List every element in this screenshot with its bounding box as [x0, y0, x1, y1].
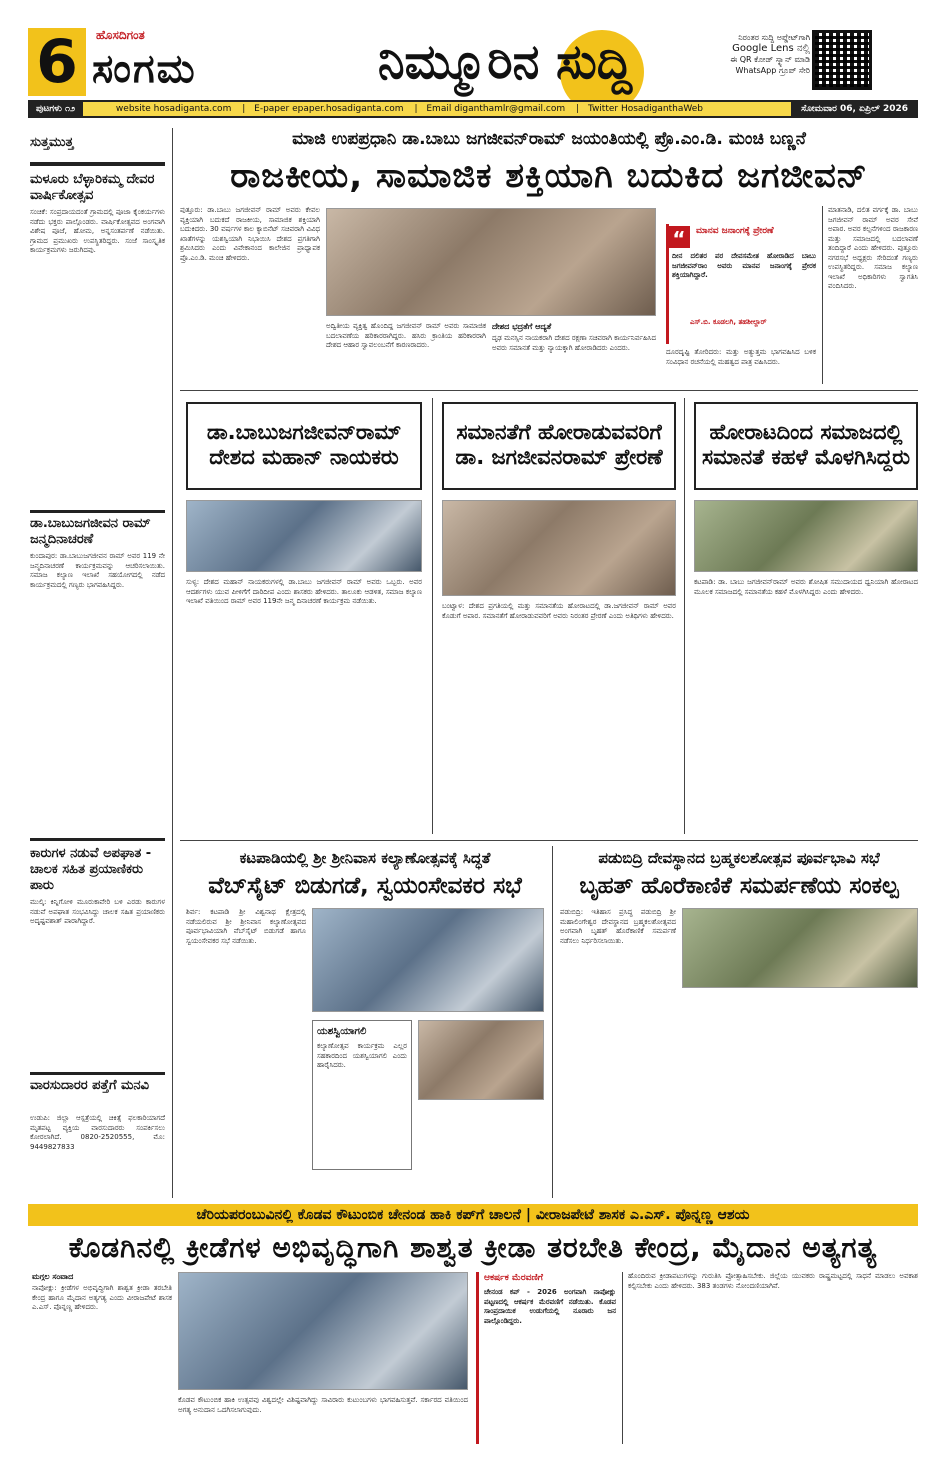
- sidebar-story-body: ಮುಲ್ಕಿ: ಕಿನ್ನಿಗೋಳಿ ಮೂರುಕಾವೇರಿ ಬಳಿ ಎರಡು ಕಾರುಗಳ ನಡುವೆ ಅಪಘಾತ ಸಂಭವಿಸಿದ್ದು ಚಾಲಕ ಸಹಿತ ಪ್ರಯಾಣಿಕರು ಅದೃಷ್ಟವಶಾತ್ ಪಾರಾಗಿದ್ದಾರೆ.: [30, 898, 165, 925]
- bottom-photo: [178, 1272, 468, 1390]
- highlight-body: ಕಲ್ಯಾಣೋತ್ಸವ ಕಾರ್ಯಕ್ರಮ ಎಲ್ಲರ ಸಹಕಾರದಿಂದ ಯಶಸ್ವಿಯಾಗಲಿ ಎಂದು ಹಾರೈಸಿದರು.: [317, 1042, 407, 1069]
- highlight-head: ಆಕರ್ಷಕ ಮೆರವಣಿಗೆ: [484, 1273, 544, 1283]
- email-link[interactable]: Email diganthamlr@gmail.com: [426, 104, 566, 114]
- section-rule: [180, 840, 918, 841]
- story-photo: [418, 1020, 544, 1100]
- lead-subhead: ದೇಶದ ಭದ್ರತೆಗೆ ಆದ್ಯತೆ: [492, 322, 552, 331]
- bottom-body: ಕೊಡವ ಕೌಟುಂಬಿಕ ಹಾಕಿ ಉತ್ಸವವು ವಿಶ್ವದಲ್ಲೇ ವಿಶಿಷ್ಟವಾಗಿದ್ದು ಸಾವಿರಾರು ಕುಟುಂಬಗಳು ಭಾಗವಹಿಸುತ್ತವೆ. ಸರ್ಕಾರದ ವತಿಯಿಂದ ಅಗತ್ಯ ಅನುದಾನ ಒದಗಿಸಲಾಗುವುದು.: [178, 1396, 468, 1414]
- story-photo: [186, 500, 422, 572]
- highlight-box: [476, 1272, 616, 1444]
- twitter-link[interactable]: Twitter HosadiganthaWeb: [587, 104, 703, 114]
- promo-line: ನಿರಂತರ ಸುದ್ದಿ ಅಪ್ಡೇಟ್‌ಗಾಗಿ: [738, 33, 810, 42]
- promo-line: Google Lens ನಲ್ಲಿ: [732, 43, 810, 54]
- story-kicker: ಪಡುಬಿದ್ರಿ ದೇವಸ್ಥಾನದ ಬ್ರಹ್ಮಕಲಶೋತ್ಸವ ಪೂರ್ವಭಾವಿ ಸಭೆ: [598, 849, 880, 867]
- column-rule: [432, 398, 433, 834]
- story-head: ಹೋರಾಟದಿಂದ ಸಮಾಜದಲ್ಲಿ ಸಮಾನತೆ ಕಹಳೆ ಮೊಳಗಿಸಿದ್ದರು: [694, 402, 918, 490]
- lead-body: ದೂರದೃಷ್ಟಿ ತೋರಿದರು: ಮತ್ತು ಅತ್ಯುತ್ತಮ ಭಾಗವಹಿಸಿದ ಬಳಿಕ ಸಂವಿಧಾನ ರಚನೆಯಲ್ಲಿ ಮಹತ್ವದ ಪಾತ್ರ ವಹಿಸಿದರು.: [666, 348, 816, 366]
- page-number: 6: [28, 28, 86, 96]
- qr-code[interactable]: [812, 30, 872, 90]
- highlight-body: ಚೇನಂಡ ಕಪ್ - 2026 ಅಂಗವಾಗಿ ನಾಪೋಕ್ಲು ಪಟ್ಟಣದಲ್ಲಿ ಆಕರ್ಷಕ ಮೆರವಣಿಗೆ ನಡೆಯಿತು. ಕೊಡವ ಸಾಂಪ್ರದಾಯಿಕ ಉಡುಗೆಯಲ್ಲಿ ನೂರಾರು ಜನ ಪಾಲ್ಗೊಂಡಿದ್ದರು.: [484, 1288, 616, 1325]
- story-kicker: ಕಟಪಾಡಿಯಲ್ಲಿ ಶ್ರೀ ಶ್ರೀನಿವಾಸ ಕಲ್ಯಾಣೋತ್ಸವಕ್ಕೆ ಸಿದ್ಧತೆ: [239, 849, 491, 867]
- sidebar-story-body: ಸಂಚಿಕೆ: ಸಂಪ್ರದಾಯದಂತೆ ಗ್ರಾಮದಲ್ಲಿ ಪೂಜಾ ಕೈಂಕರ್ಯಗಳು ನಡೆದು ಭಕ್ತರು ಪಾಲ್ಗೊಂಡರು. ವಾರ್ಷಿಕೋತ್ಸವದ ಅಂಗವಾಗಿ ವಿಶೇಷ ಪೂಜೆ, ಹೋಮ, ಅನ್ನಸಂತರ್ಪಣೆ ನಡೆಯಿತು. ಗ್ರಾಮದ ಪ್ರಮುಖರು ಉಪಸ್ಥಿತರಿದ್ದರು. ಸಂಜೆ ಸಾಂಸ್ಕೃತಿಕ ಕಾರ್ಯಕ್ರಮಗಳು ಜರುಗಿದವು.: [30, 208, 165, 254]
- sidebar-story-head: ಮಳೂರು ಬೆಳ್ಳಾರಿಕಮ್ಮ ದೇವರ ವಾರ್ಷಿಕೋತ್ಸವ: [30, 172, 155, 203]
- bottom-body: ನಾಪೋಕ್ಲು: ಕ್ರೀಡೆಗಳ ಅಭಿವೃದ್ಧಿಗಾಗಿ ಶಾಶ್ವತ ಕ್ರೀಡಾ ತರಬೇತಿ ಕೇಂದ್ರ ಹಾಗೂ ಮೈದಾನ ಅತ್ಯಗತ್ಯ ಎಂದು ವೀರಾಜಪೇಟೆ ಶಾಸಕ ಎ.ಎಸ್. ಪೊನ್ನಣ್ಣ ಹೇಳಿದರು.: [32, 1284, 172, 1311]
- epaper-link[interactable]: E-paper epaper.hosadiganta.com: [254, 104, 404, 114]
- sidebar-story-head: ಕಾರುಗಳ ನಡುವೆ ಅಪಘಾತ - ಚಾಲಕ ಸಹಿತ ಪ್ರಯಾಣಿಕರು ಪಾರು: [30, 846, 152, 893]
- quote-text: ದೀನ ದಲಿತರ ಪರ ದೇವಸಮೇತ ಹೋರಾಡಿದ ಬಾಬು ಜಗಜೀವನ್‌ರಾಂ ಅವರು ಮಾನವ ಜನಾಂಗಕ್ಕೆ ಪ್ರೇರಕ ಶಕ್ತಿಯಾಗಿದ್ದಾರೆ.: [672, 252, 816, 279]
- story-photo: [312, 908, 544, 1012]
- page-count: ಪುಟಗಳು ೧೨: [28, 102, 83, 116]
- quote-icon: “: [668, 226, 690, 248]
- column-rule: [552, 846, 553, 1198]
- story-body: ಸುಳ್ಯ: ದೇಶದ ಮಹಾನ್ ನಾಯಕರುಗಳಲ್ಲಿ ಡಾ.ಬಾಬು ಜಗಜೀವನ್ ರಾಮ್ ಅವರು ಒಬ್ಬರು. ಅವರ ಆದರ್ಶಗಳು ಯುವ ಪೀಳಿಗೆಗೆ ದಾರಿದೀಪ ಎಂದು ಶಾಸಕರು ಹೇಳಿದರು. ತಾಲೂಕು ಆಡಳಿತ, ಸಮಾಜ ಕಲ್ಯಾಣ ಇಲಾಖೆ ವತಿಯಿಂದ ರಾಮ್ ಅವರ 119ನೇ ಜನ್ಮ ದಿನಾಚರಣೆ ಕಾರ್ಯಕ್ರಮ ನಡೆಯಿತು.: [186, 578, 422, 605]
- column-rule: [622, 1272, 623, 1444]
- lead-body: ಮಾತನಾಡಿ, ದಲಿತ ವರ್ಗಕ್ಕೆ ಡಾ. ಬಾಬು ಜಗಜೀವನ್ ರಾಮ್ ಅವರ ಸೇವೆ ಅಪಾರ. ಅವರ ಕಲ್ಪನೆಗಳಿಂದ ರಾಜಕಾರಣ ಮತ್ತು ಸಮಾಜದಲ್ಲಿ ಬದಲಾವಣೆ ತಂದಿದ್ದಾರೆ ಎಂದು ಹೇಳಿದರು. ಪುತ್ತೂರು ನಗರಸಭೆ ಅಧ್ಯಕ್ಷರು ಸೇರಿದಂತೆ ಗಣ್ಯರು ಉಪಸ್ಥಿತರಿದ್ದರು. ಸಮಾಜ ಕಲ್ಯಾಣ ಇಲಾಖೆ ಅಧಿಕಾರಿಗಳು ಸ್ವಾಗತಿಸಿ ವಂದಿಸಿದರು.: [828, 206, 918, 290]
- quote-attribution: ಎಸ್.ಬಿ. ಕೂಡಲಗಿ, ತಹಶೀಲ್ದಾರ್: [690, 318, 767, 326]
- sidebar-story-body: ಕುಂದಾಪುರ: ಡಾ.ಬಾಬುಜಗಜೀವನ ರಾಮ್ ಅವರ 119 ನೇ ಜನ್ಮದಿನಾಚರಣೆ ಕಾರ್ಯಕ್ರಮವನ್ನು ಆಚರಿಸಲಾಯಿತು. ಸಮಾಜ ಕಲ್ಯಾಣ ಇಲಾಖೆ ಸಹಯೋಗದಲ್ಲಿ ನಡೆದ ಕಾರ್ಯಕ್ರಮದಲ್ಲಿ ಗಣ್ಯರು ಭಾಗವಹಿಸಿದ್ದರು.: [30, 552, 165, 589]
- story-body: ಬಂಟ್ವಾಳ: ದೇಶದ ಪ್ರಗತಿಯಲ್ಲಿ ಮತ್ತು ಸಮಾನತೆಯ ಹೋರಾಟದಲ್ಲಿ ಡಾ.ಜಗಜೀವನ್ ರಾಮ್ ಅವರ ಕೊಡುಗೆ ಅಪಾರ. ಸಮಾನತೆಗೆ ಹೋರಾಡುವವರಿಗೆ ಅವರು ನಿರಂತರ ಪ್ರೇರಣೆ ಎಂದು ಅತಿಥಿಗಳು ಹೇಳಿದರು.: [442, 602, 676, 620]
- column-rule: [172, 128, 173, 1198]
- brand-logo: ಹೊಸದಿಗಂತ: [96, 28, 145, 42]
- bottom-headline: ಕೊಡಗಿನಲ್ಲಿ ಕ್ರೀಡೆಗಳ ಅಭಿವೃದ್ಧಿಗಾಗಿ ಶಾಶ್ವತ ಕ್ರೀಡಾ ತರಬೇತಿ ಕೇಂದ್ರ, ಮೈದಾನ ಅತ್ಯಗತ್ಯ: [68, 1231, 878, 1264]
- sidebar-story-body: ಉಡುಪಿ: ಜಿಲ್ಲಾ ಆಸ್ಪತ್ರೆಯಲ್ಲಿ ಚಿಕಿತ್ಸೆ ಫಲಕಾರಿಯಾಗದೆ ಮೃತಪಟ್ಟ ವ್ಯಕ್ತಿಯ ವಾರಸುದಾರರು ಸಂಪರ್ಕಿಸಲು ಕೋರಲಾಗಿದೆ. 0820-2520555, ಮೊ: 9449827833: [30, 1114, 165, 1151]
- sidebar-story-head: ಡಾ.ಬಾಬುಜಗಜೀವನ ರಾಮ್ ಜನ್ಮದಿನಾಚರಣೆ: [30, 516, 151, 547]
- lead-photo: [326, 208, 656, 316]
- story-photo: [694, 500, 918, 572]
- story-head: ಬೃಹತ್ ಹೊರೆಕಾಣಿಕೆ ಸಮರ್ಪಣೆಯ ಸಂಕಲ್ಪ: [579, 873, 899, 899]
- story-photo: [682, 908, 918, 988]
- promo-line: ಈ QR ಕೋಡ್ ಸ್ಕ್ಯಾನ್ ಮಾಡಿ: [730, 55, 810, 64]
- qr-promo: [690, 32, 810, 76]
- story-photo: [442, 500, 676, 596]
- issue-date: ಸೋಮವಾರ 06, ಏಪ್ರಿಲ್ 2026: [791, 102, 918, 116]
- section-rule: [180, 390, 918, 391]
- bottom-kicker: ಚೆರಿಯಪರಂಬುವಿನಲ್ಲಿ ಕೊಡವ ಕೌಟುಂಬಿಕ ಚೇನಂಡ ಹಾಕಿ ಕಪ್‌ಗೆ ಚಾಲನೆ | ವೀರಾಜಪೇಟೆ ಶಾಸಕ ಎ.ಎಸ್. ಪೊನ್ನಣ್ಣ ಆಶಯ: [28, 1204, 918, 1226]
- lead-body: ಅದ್ವಿತೀಯ ವ್ಯಕ್ತಿತ್ವ ಹೊಂದಿದ್ದ ಜಗಜೀವನ್ ರಾಮ್ ಅವರು ಸಾಮಾಜಿಕ ಬದಲಾವಣೆಯ ಹರಿಕಾರರಾಗಿದ್ದರು. ಹಸಿರು ಕ್ರಾಂತಿಯ ಹರಿಕಾರರಾಗಿ ದೇಶದ ಆಹಾರ ಸ್ವಾವಲಂಬನೆಗೆ ಕಾರಣರಾದರು.: [326, 322, 486, 349]
- byline: ಮಗ್ಗಲ ಸಂವಾದ: [32, 1272, 74, 1281]
- sidebar-section-label: ಸುತ್ತಮುತ್ತ: [30, 135, 74, 150]
- story-head: ಡಾ.ಬಾಬುಜಗಜೀವನ್‌ರಾಮ್ ದೇಶದ ಮಹಾನ್ ನಾಯಕರು: [186, 402, 422, 490]
- bottom-body: ಹೊಂದಿರುವ ಕ್ರೀಡಾಪಟುಗಳನ್ನು ಗುರುತಿಸಿ ಪ್ರೋತ್ಸಾಹಿಸಬೇಕು. ಜಿಲ್ಲೆಯ ಯುವಕರು ರಾಷ್ಟ್ರಮಟ್ಟದಲ್ಲಿ ಸಾಧನೆ ಮಾಡಲು ಅವಕಾಶ ಕಲ್ಪಿಸಬೇಕು ಎಂದು ಹೇಳಿದರು. 383 ತಂಡಗಳು ನೋಂದಣಿಯಾಗಿವೆ.: [628, 1272, 918, 1290]
- story-body: ಕಟಪಾಡಿ: ಡಾ. ಬಾಬು ಜಗಜೀವನ್‌ರಾಮ್ ಅವರು ಶೋಷಿತ ಸಮುದಾಯದ ಧ್ವನಿಯಾಗಿ ಹೋರಾಟದ ಮೂಲಕ ಸಮಾಜದಲ್ಲಿ ಸಮಾನತೆಯ ಕಹಳೆ ಮೊಳಗಿಸಿದ್ದರು ಎಂದು ಹೇಳಿದರು.: [694, 578, 918, 596]
- lead-headline: ರಾಜಕೀಯ, ಸಾಮಾಜಿಕ ಶಕ್ತಿಯಾಗಿ ಬದುಕಿದ ಜಗಜೀವನ್: [230, 156, 868, 196]
- lead-body: ದೃಢ ಮನಸ್ಸಿನ ನಾಯಕರಾಗಿ ದೇಶದ ರಕ್ಷಣಾ ಸಚಿವರಾಗಿ ಕಾರ್ಯನಿರ್ವಹಿಸಿದ ಅವರು ಸಮಾನತೆ ಮತ್ತು ನ್ಯಾಯಕ್ಕಾಗಿ ಹೋರಾಡಿದರು ಎಂದರು.: [492, 334, 656, 352]
- column-rule: [822, 206, 823, 384]
- website-link[interactable]: website hosadiganta.com: [115, 104, 232, 114]
- lead-body: ಪುತ್ತೂರು: ಡಾ.ಬಾಬು ಜಗಜೀವನ್ ರಾಮ್ ಅವರು ಕೇವಲ ವ್ಯಕ್ತಿಯಾಗಿ ಬದುಕದೆ ರಾಜಕೀಯ, ಸಾಮಾಜಿಕ ಶಕ್ತಿಯಾಗಿ ಬದುಕಿದರು. 30 ವರ್ಷಗಳ ಕಾಲ ಕ್ಯಾಬಿನೆಟ್ ಸಚಿವರಾಗಿ ವಿವಿಧ ಖಾತೆಗಳನ್ನು ಯಶಸ್ವಿಯಾಗಿ ನಿಭಾಯಿಸಿ ದೇಶದ ಪ್ರಗತಿಗಾಗಿ ಶ್ರಮಿಸಿದರು ಎಂದು ವಿವೇಕಾನಂದ ಕಾಲೇಜಿನ ಪ್ರಾಧ್ಯಾಪಕ ಪ್ರೊ.ಎಂ.ಡಿ. ಮಂಚಿ ಹೇಳಿದರು.: [180, 206, 320, 262]
- column-rule: [684, 398, 685, 834]
- divider: [30, 838, 165, 841]
- story-body: ಪಡುಬಿದ್ರಿ: ಇತಿಹಾಸ ಪ್ರಸಿದ್ಧ ಪಡುಬಿದ್ರಿ ಶ್ರೀ ಮಹಾಲಿಂಗೇಶ್ವರ ದೇವಸ್ಥಾನದ ಬ್ರಹ್ಮಕಲಶೋತ್ಸವದ ಅಂಗವಾಗಿ ಬೃಹತ್ ಹೊರೆಕಾಣಿಕೆ ಸಮರ್ಪಣೆ ನಡೆಸಲು ನಿರ್ಧರಿಸಲಾಯಿತು.: [560, 908, 676, 945]
- highlight-head: ಯಶಸ್ವಿಯಾಗಲಿ: [317, 1026, 367, 1037]
- story-head: ವೆಬ್‌ಸೈಟ್ ಬಿಡುಗಡೆ, ಸ್ವಯಂಸೇವಕರ ಸಭೆ: [208, 873, 522, 899]
- divider: [30, 162, 165, 166]
- story-body: ಶಿರ್ವ: ಕಟಪಾಡಿ ಶ್ರೀ ವಿಶ್ವನಾಥ ಕ್ಷೇತ್ರದಲ್ಲಿ ನಡೆಯಲಿರುವ ಶ್ರೀ ಶ್ರೀನಿವಾಸ ಕಲ್ಯಾಣೋತ್ಸವದ ಪೂರ್ವಭಾವಿಯಾಗಿ ವೆಬ್‌ಸೈಟ್ ಬಿಡುಗಡೆ ಹಾಗೂ ಸ್ವಯಂಸೇವಕರ ಸಭೆ ನಡೆಯಿತು.: [186, 908, 306, 945]
- divider: [30, 510, 165, 513]
- lead-kicker: ಮಾಜಿ ಉಪಪ್ರಧಾನಿ ಡಾ.ಬಾಬು ಜಗಜೀವನ್‌ರಾಮ್ ಜಯಂತಿಯಲ್ಲಿ ಪ್ರೊ.ಎಂ.ಡಿ. ಮಂಚಿ ಬಣ್ಣನೆ: [292, 129, 806, 149]
- sidebar-story-head: ವಾರಸುದಾರರ ಪತ್ತೆಗೆ ಮನವಿ: [30, 1078, 150, 1093]
- supplement-title: ಸಂಗಮ: [92, 46, 197, 92]
- quote-head: ಮಾನವ ಜನಾಂಗಕ್ಕೆ ಪ್ರೇರಣೆ: [696, 226, 774, 236]
- divider: [30, 1072, 165, 1075]
- highlight-box: [312, 1020, 412, 1170]
- info-bar: ಪುಟಗಳು ೧೨ website hosadiganta.com | E-paper epaper.hosadiganta.com | Email diganthamlr@gmail.com | Twitter HosadiganthaWeb ಸೋಮವಾರ 06, ಏಪ್ರಿಲ್ 2026: [28, 100, 918, 118]
- story-head: ಸಮಾನತೆಗೆ ಹೋರಾಡುವವರಿಗೆ ಡಾ. ಜಗಜೀವನರಾಮ್ ಪ್ರೇರಣೆ: [442, 402, 676, 490]
- page-title: ನಿಮ್ಮೂರಿನ ಸುದ್ದಿ: [377, 34, 633, 90]
- promo-line: WhatsApp ಗ್ರೂಪ್ ಸೇರಿ: [735, 66, 810, 75]
